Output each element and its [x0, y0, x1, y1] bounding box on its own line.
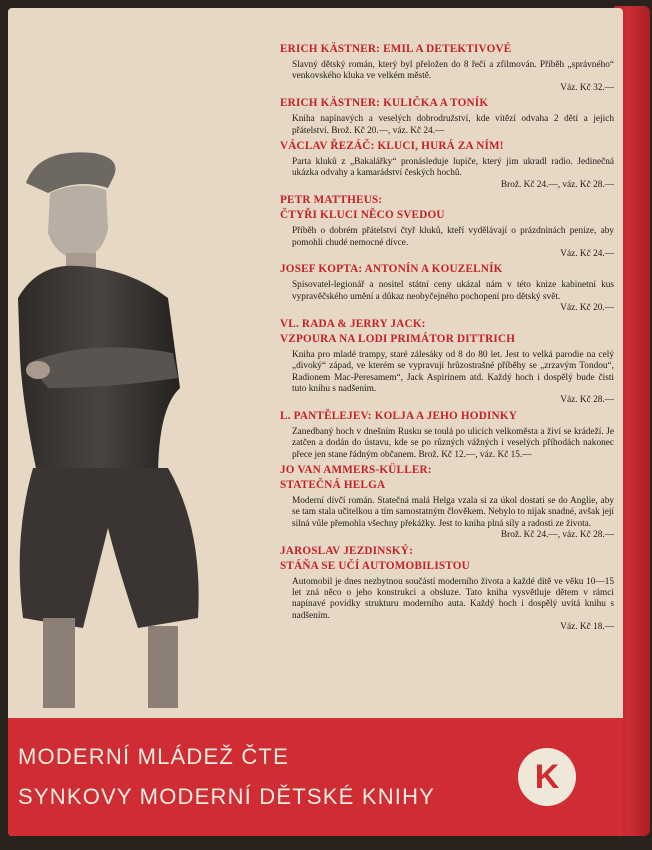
- book-entry: [280, 544, 614, 634]
- book-entry: [280, 262, 614, 314]
- book-price: Váz. Kč 32.—: [560, 82, 614, 93]
- book-title: ERICH KÄSTNER: EMIL A DETEKTIVOVÉ: [280, 43, 512, 55]
- book-title: L. PANTĚLEJEV: KOLJA A JEHO HODINKY: [280, 409, 518, 422]
- book-description: Moderní dívčí román. Statečná malá Helga vzala si za úkol dostati se do Anglie, aby se tam stala učitelkou a tím samostatným člověkem. Nebylo to nijak snadné, avšak její silná vůle přemohla všechny překážky. Jest to kniha plná síly a radosti ze života.: [292, 495, 614, 529]
- boy-photo: [8, 148, 218, 708]
- book-title: VL. RADA & JERRY JACK: VZPOURA NA LODI PRIMÁTOR DITTRICH: [280, 317, 516, 345]
- book-title: PETR MATTHEUS: ČTYŘI KLUCI NĚCO SVEDOU: [280, 194, 445, 222]
- book-entry: [280, 42, 614, 94]
- book-description: Kniha napínavých a veselých dobrodružství, kde vítězí odvaha 2 dětí a jejich přátelství. Brož. Kč 20.—, váz. Kč 24.—: [292, 114, 614, 136]
- book-entry: [280, 96, 614, 137]
- book-description: Příběh o dobrém přátelství čtyř kluků, kteří vydělávají o prázdninách peníze, aby pomohli chudé nemocné dívce.: [292, 226, 614, 248]
- logo-letter: K: [534, 757, 560, 796]
- book-price: Váz. Kč 20.—: [560, 303, 614, 314]
- book-back-cover: [8, 8, 623, 836]
- book-entry: [280, 317, 614, 407]
- book-title: JAROSLAV JEZDINSKÝ: STÁŇA SE UČÍ AUTOMOBILISTOU: [280, 544, 470, 572]
- book-price: Váz. Kč 24.—: [560, 249, 614, 260]
- book-description: Zanedbaný hoch v dnešním Rusku se toulá po ulicích velkoměsta a živí se krádeží. Je zatčen a dodán do ústavu, kde se po různých vážných i veselých příhodách nakonec přece jen stane řádným občanem. Brož. Kč 12.—, váz. Kč 15.—: [292, 426, 614, 460]
- book-price: Váz. Kč 18.—: [560, 622, 614, 633]
- book-entry: [280, 193, 614, 260]
- book-title: VÁCLAV ŘEZÁČ: KLUCI, HURÁ ZA NÍM!: [280, 140, 504, 153]
- book-title: JO VAN AMMERS-KÜLLER: STATEČNÁ HELGA: [280, 463, 432, 491]
- publisher-logo-icon: [518, 748, 576, 806]
- book-title: JOSEF KOPTA: ANTONÍN A KOUZELNÍK: [280, 263, 503, 276]
- banner-line-1: MODERNÍ MLÁDEŽ ČTE: [18, 744, 289, 769]
- book-entry: [280, 409, 614, 461]
- book-title: ERICH KÄSTNER: KULIČKA A TONÍK: [280, 97, 489, 110]
- book-price: Váz. Kč 28.—: [560, 395, 614, 406]
- book-description: Parta kluků z „Bakalářky“ pronásleduje lupiče, který jim ukradl radio. Jedinečná ukázka odvahy a kamarádství českých hochů.: [292, 157, 614, 179]
- book-description: Spisovatel-legionář a nositel státní ceny ukázal nám v této knize kabinetní kus vypravěčského umění a důkaz neobyčejného pochopení pro dětský svět.: [292, 280, 614, 302]
- book-list: [280, 42, 614, 636]
- book-price: Brož. Kč 24.—, váz. Kč 28.—: [500, 530, 614, 541]
- book-description: Slavný dětský román, který byl přeložen do 8 řečí a zfilmován. Příběh „správného“ venkovského kluka ve velkém městě.: [292, 60, 614, 82]
- book-description: Automobil je dnes nezbytnou součástí moderního života a každé dítě ve věku 10—15 let zná něco o jeho konstrukci a obsluze. Tato kniha vysvětluje dětem v rámci napínavé povídky strukturu moderního auta. Každý hoch i dospělý uvítá knihu s nadšením.: [292, 576, 614, 621]
- book-price: Brož. Kč 24.—, váz. Kč 28.—: [500, 179, 614, 190]
- banner-line-2: SYNKOVY MODERNÍ DĚTSKÉ KNIHY: [18, 784, 436, 809]
- book-entry: [280, 463, 614, 542]
- book-description: Kniha pro mladé trampy, staré zálesáky od 8 do 80 let. Jest to velká parodie na celý „divoký“ západ, ve kterém se vypravují hrůzostrašné příběhy se „zrzavým Tondou“, Radionem Mac-Peresamem“, Jack Aspirinem atd. Každý hoch i dospělý bude čísti tuto knihu s nadšením.: [292, 349, 614, 394]
- book-entry: [280, 139, 614, 191]
